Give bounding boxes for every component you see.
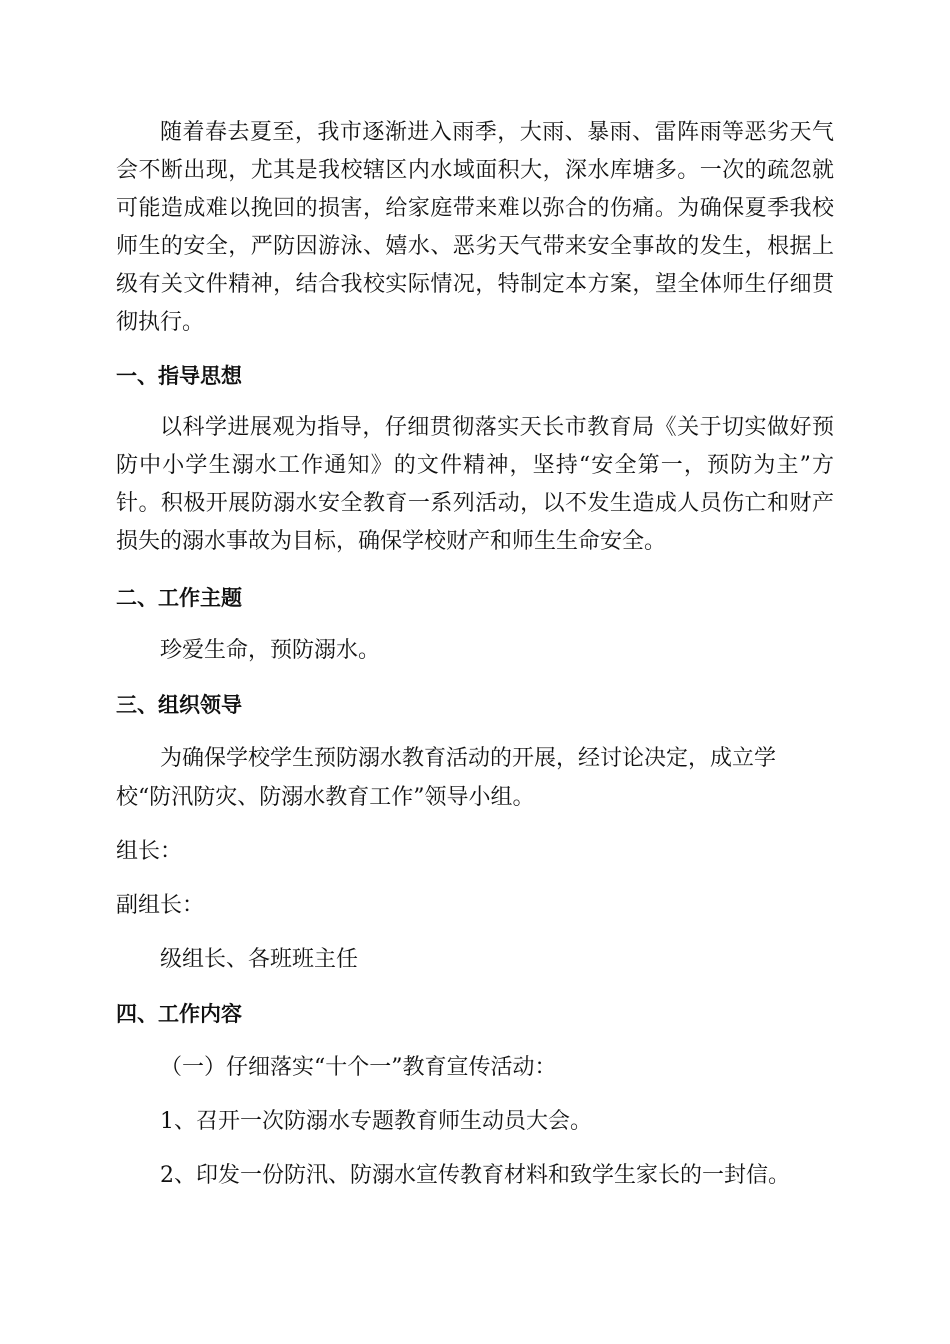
section-heading-work-theme: 二、工作主题 xyxy=(116,586,242,610)
work-content-item-2: 2、印发一份防汛、防溺水宣传教育材料和致学生家长的一封信。 xyxy=(160,1163,790,1188)
work-content-item-1: 1、召开一次防溺水专题教育师生动员大会。 xyxy=(160,1109,592,1134)
section-heading-guiding-thought: 一、指导思想 xyxy=(116,364,242,388)
intro-paragraph: 随着春去夏至，我市逐渐进入雨季，大雨、暴雨、雷阵雨等恶劣天气会不断出现，尤其是我校辖区内水域面积大，深水库塘多。一次的疏忽就可能造成难以挽回的损害，给家庭带来难以弥合的伤痛。为确保夏季我校师生的安全，严防因游泳、嬉水、恶劣天气带来安全事故的发生，根据上级有关文件精神，结合我校实际情况，特制定本方案，望全体师生仔细贯彻执行。 xyxy=(116,120,834,335)
work-content-subheading: （一）仔细落实“十个一”教育宣传活动： xyxy=(160,1055,557,1080)
organization-text-line-2: 校“防汛防灾、防溺水教育工作”领导小组。 xyxy=(116,785,535,810)
section-heading-organization: 三、组织领导 xyxy=(116,693,242,717)
group-leader-label: 组长： xyxy=(116,839,183,864)
organization-text-line-1: 为确保学校学生预防溺水教育活动的开展，经讨论决定，成立学 xyxy=(160,746,777,771)
section-heading-work-content: 四、工作内容 xyxy=(116,1002,242,1026)
guiding-thought-paragraph: 以科学进展观为指导，仔细贯彻落实天长市教育局《关于切实做好预防中小学生溺水工作通知》的文件精神，坚持“安全第一，预防为主”方针。积极开展防溺水安全教育一系列活动，以不发生造成人员伤亡和财产损失的溺水事故为目标，确保学校财产和师生生命安全。 xyxy=(116,415,834,554)
work-theme-text: 珍爱生命，预防溺水。 xyxy=(160,638,381,663)
group-members-text: 级组长、各班班主任 xyxy=(160,947,359,972)
deputy-leader-label: 副组长： xyxy=(116,893,205,918)
